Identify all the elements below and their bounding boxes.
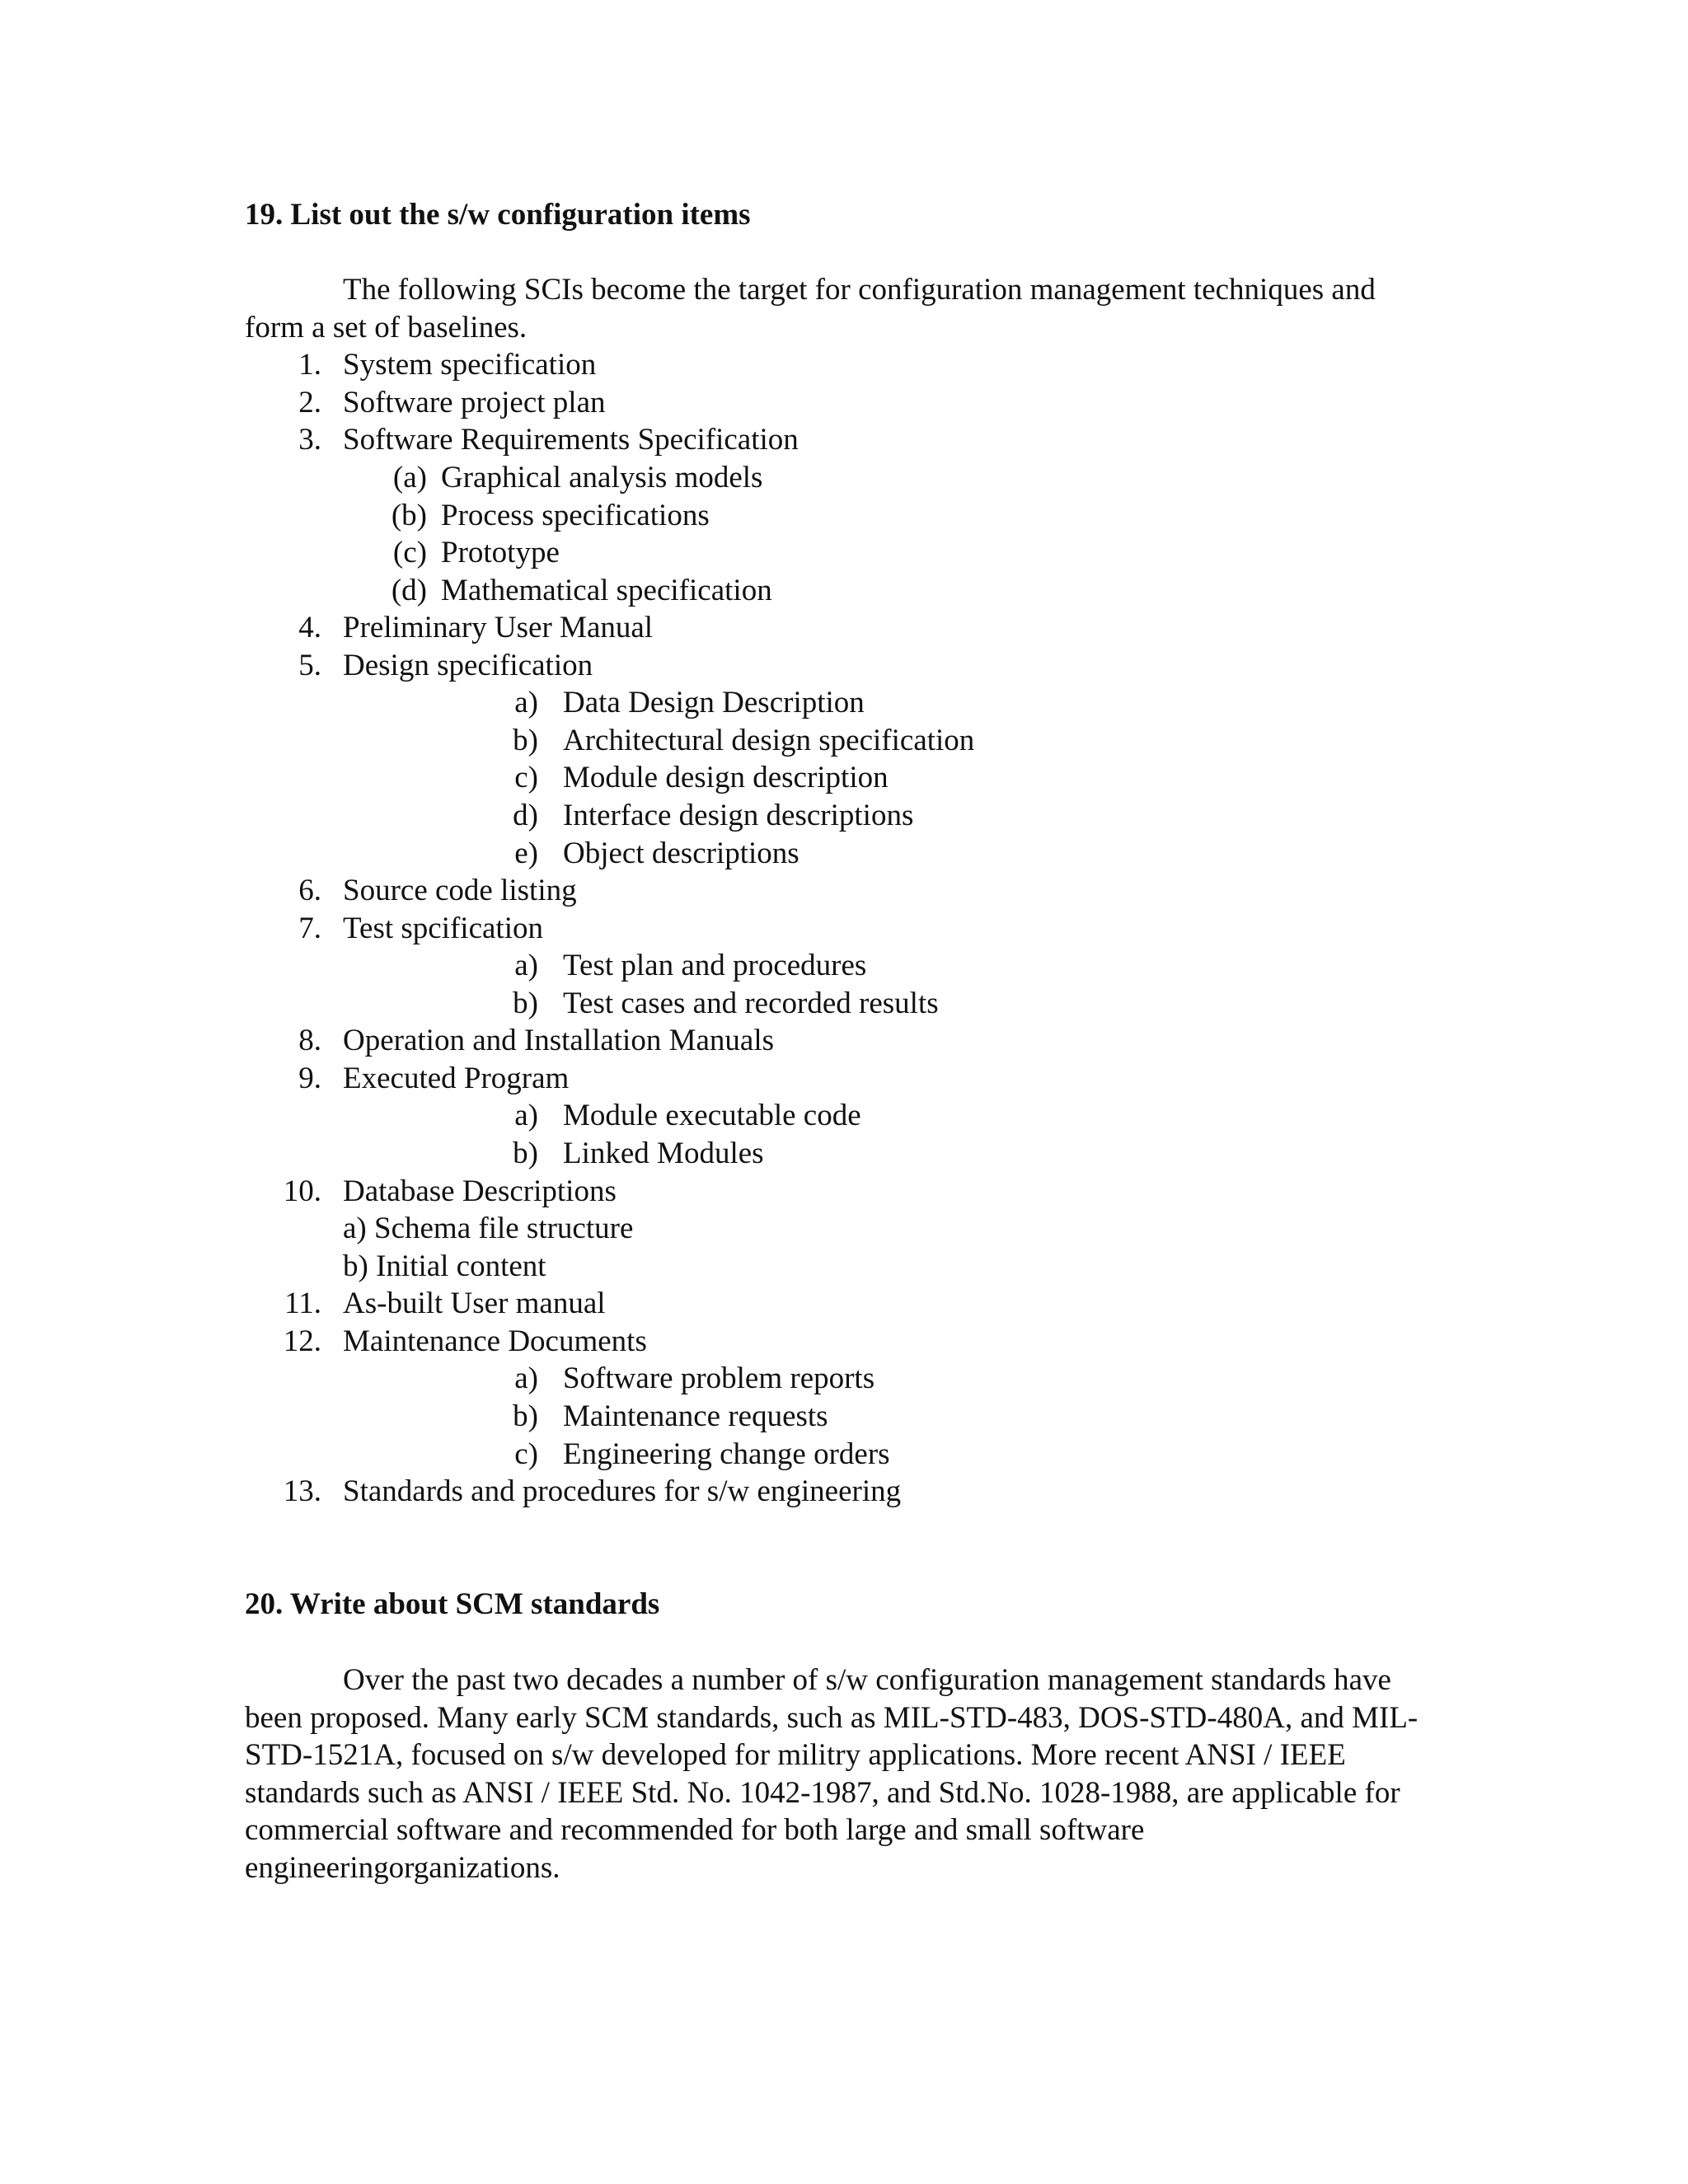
list-item-number: (d) [391,574,427,607]
list-item-number: 8. [298,1024,321,1057]
list-item-text: Preliminary User Manual [343,611,654,644]
list-item-text: Maintenance requests [563,1399,828,1433]
list-item-number: d) [513,799,538,832]
list-item-number: b) [513,1399,538,1433]
list-item-number: (a) [392,461,427,494]
list-item-number: (c) [392,536,427,569]
list-item-text: As-built User manual [343,1286,606,1320]
list-item-text: Operation and Installation Manuals [343,1024,775,1057]
list-item-text: Software problem reports [563,1361,875,1395]
list-item-text: b) Initial content [343,1249,546,1283]
list-item-number: 5. [298,649,321,682]
list-item-text: Data Design Description [563,686,865,719]
section-20-body [245,1661,1440,1887]
list-item-text: Source code listing [343,874,577,907]
list-item-number: b) [513,724,538,757]
list-item-number: 3. [298,423,321,457]
list-item-text: Test plan and procedures [563,949,867,982]
list-item-text: Software project plan [343,386,606,419]
list-item-number: 4. [298,611,321,644]
list-item-number: c) [514,761,538,794]
section-20-heading: 20. Write about SCM standards [245,1587,660,1621]
section-20-body-text: Over the past two decades a number of s/w configuration management standards have been proposed. Many early SCM standards, such as MIL-STD-483, DOS-STD-480A, and MIL-STD-1521A, focused on s/w developed for militry applications. More recent ANSI / IEEE standards such as ANSI / IEEE Std. No. 1042-1987, and Std.No. 1028-1988, are applicable for commercial software and recommended for both large and small software engineeringorganizations. [245,1663,1418,1885]
list-item-number: (b) [391,499,427,532]
list-item-text: Standards and procedures for s/w engineering [343,1474,902,1508]
list-item-text: System specification [343,348,597,382]
list-item-text: Object descriptions [563,837,799,870]
list-item-text: Module design description [563,761,889,794]
list-item-text: Executed Program [343,1062,570,1095]
list-item-number: a) [514,686,538,719]
list-item-text: Linked Modules [563,1137,764,1170]
list-item-text: Architectural design specification [563,724,975,757]
list-item-text: Test spcification [343,912,543,945]
section-19-intro [245,271,1440,346]
list-item-number: a) [514,949,538,982]
list-item-text: Software Requirements Specification [343,423,799,457]
list-item-text: Engineering change orders [563,1437,890,1471]
list-item-text: Test cases and recorded results [563,987,939,1020]
list-item-number: a) [514,1361,538,1395]
list-item-number: b) [513,987,538,1020]
list-item-text: Graphical analysis models [441,461,763,494]
list-item-number: a) [514,1099,538,1132]
list-item-text: Process specifications [441,499,710,532]
list-item-number: 7. [298,912,321,945]
section-19-intro-text: The following SCIs become the target for configuration management techniques and form a set of baselines. [245,273,1376,344]
list-item-text: Maintenance Documents [343,1324,647,1358]
section-19-heading: 19. List out the s/w configuration items [245,198,751,232]
list-item-number: 12. [283,1324,321,1358]
list-item-text: Interface design descriptions [563,799,914,832]
list-item-number: 9. [298,1062,321,1095]
list-item-number: 6. [298,874,321,907]
list-item-text: Design specification [343,649,593,682]
list-item-number: 10. [283,1174,321,1208]
list-item-text: Prototype [441,536,560,569]
list-item-text: Module executable code [563,1099,861,1132]
list-item-text: Database Descriptions [343,1174,617,1208]
list-item-number: c) [514,1437,538,1471]
list-item-number: e) [514,837,538,870]
list-item-number: 2. [298,386,321,419]
list-item-number: 1. [298,348,321,382]
list-item-text: a) Schema file structure [343,1212,634,1245]
list-item-number: b) [513,1137,538,1170]
list-item-number: 11. [284,1286,321,1320]
list-item-text: Mathematical specification [441,574,772,607]
list-item-number: 13. [283,1474,321,1508]
